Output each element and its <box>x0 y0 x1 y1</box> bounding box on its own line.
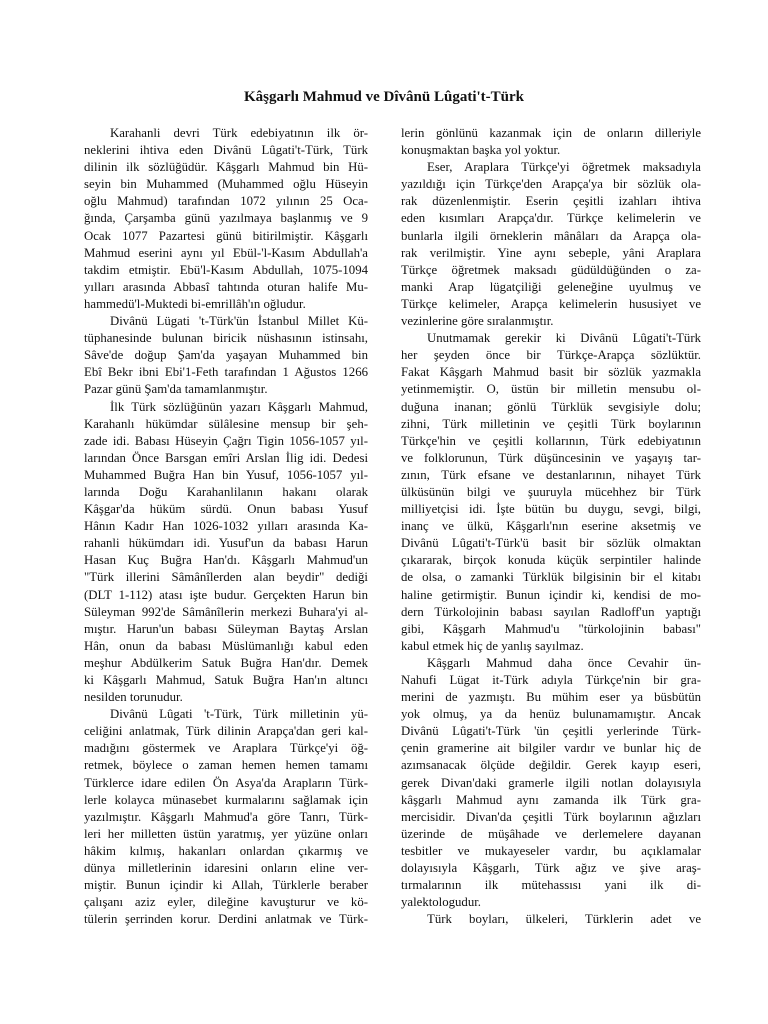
text-line: manki Arap lügatçiliği geleneğine uyulmuş ve <box>401 279 701 294</box>
text-line: zade idi. Babası Hüseyin Çağrı Tigin 1056-1057 yıl- <box>84 433 368 448</box>
text-line: tülerin şerrinden korur. Derdini anlatmak ve Türk- <box>84 912 368 927</box>
text-line: çıkararak, birçok konuda küçük serpintiler halinde <box>401 553 701 568</box>
text-line: azımsanacak ölçüde değildir. Gerek kayıp eseri, <box>401 758 701 773</box>
text-line: Hânın Kadır Han 1026-1032 yılları arasında Ka- <box>84 519 368 534</box>
text-line: dolayısıyla Kâşgarlı, Türk ağız ve şive araş- <box>401 861 701 876</box>
text-line: takdim etmiştir. Ebü'l-Kasım Abdullah, 1075-1094 <box>84 262 368 277</box>
text-line: Muhammed Buğra Han bin Yusuf, 1056-1057 yıl- <box>84 467 368 482</box>
text-line: vezinlerine göre sıralanmıştır. <box>401 314 554 329</box>
text-line: Türkçe kelimeler, Arapça kelimelerin hususiyet ve <box>401 296 701 311</box>
text-line: Hân, onun da babası Müslümanlığı kabul eden <box>84 638 368 653</box>
text-line: çalışanı aziz eyler, dileğine kavuşturur ve kö- <box>84 895 368 910</box>
text-line: Divânü Lûgati't-Türk'ü basit bir sözlük olmaktan <box>401 536 701 551</box>
text-line: Divânü Lûgati't-Türk 'ün çeşitli yerlerinde Türk- <box>401 724 701 739</box>
text-line: seyin bin Muhammed (Muhammed oğlu Hüseyin <box>84 177 368 192</box>
text-line: Ocak 1077 Pazartesi günü bitirilmiştir. Kâşgarlı <box>84 228 368 243</box>
text-line: yazılmıştır. Kâşgarlı Mahmud'a göre Tanrı, Türk- <box>84 809 368 824</box>
text-line: Kâşgar'da hüküm sürdü. Onun babası Yusuf <box>84 502 368 517</box>
text-line: retmek, böylece o zaman hemen hemen tamamı <box>84 758 368 773</box>
text-line: mercisidir. Divan'da çeşitli Türk boylarının ağızları <box>401 809 701 824</box>
text-line: çenin gramerine ait bilgiler vardır ve bunlar hiç de <box>401 741 701 756</box>
text-line: yalektologudur. <box>401 895 481 910</box>
text-line: Türk boyları, ülkeleri, Türklerin adet ve <box>427 912 701 927</box>
text-line: yok olmuş, ya da henüz bulunamamıştır. Ancak <box>401 707 701 722</box>
text-line: Hasan Kuç Buğra Han'dı. Kâşgarlı Mahmud'un <box>84 553 368 568</box>
text-line: nesilden torunudur. <box>84 690 183 705</box>
text-line: yetinmemiştir. O, üstün bir milletin mensubu ol- <box>401 382 701 397</box>
text-line: merini de yazmıştı. Bu mühim eser ya büsbütün <box>401 690 701 705</box>
text-line: tüphanesinde bulunan biricik nüshasının istinsahı, <box>84 331 368 346</box>
text-line: Karahanlı hükümdar sülâlesine mensup bir şeh- <box>84 416 368 431</box>
text-line: Süleyman 992'de Sâmânîlerin merkezi Buhara'yi al- <box>84 604 368 619</box>
text-line: Pazar günü Şam'da tamamlanmıştır. <box>84 382 268 397</box>
text-line: dünya milletlerinin idaresini onların eline ver- <box>84 861 368 876</box>
text-line: Nahufi Lügat it-Türk adıyla Türkçe'nin bir gra- <box>401 673 701 687</box>
text-line: dilinin ilk sözlüğüdür. Kâşgarlı Mahmud bin Hü- <box>84 160 368 175</box>
text-line: Divânü Lûgati 't-Türk, Türk milletinin yü- <box>110 707 368 722</box>
text-line: mıştır. Harun'un babası Süleyman Baytaş Arslan <box>84 621 368 636</box>
text-line: Unutmamak gerekir ki Divânü Lûgati't-Türk <box>427 331 701 346</box>
text-line: zının, Türk efsane ve destanlarının, nihayet Türk <box>401 467 701 482</box>
text-line: Ebî Bekr ibni Ebi'1-Feth tarafından 1 Ağustos 1266 <box>84 365 368 380</box>
text-line: İlk Türk sözlüğünün yazarı Kâşgarlı Mahmud, <box>110 399 368 414</box>
text-line: tesbitler ve mukayeseler vardır, bu açıklamalar <box>401 843 701 858</box>
text-line: leri her milletten üstün yaratmış, yer yüzüne onları <box>84 826 368 841</box>
text-line: duğuna inanan; gönlü Türklük sevgisiyle dolu; <box>401 399 701 414</box>
text-line: Türkçe'hin ve çeşitli kollarının, Türk edebiyatının <box>401 433 701 448</box>
text-line: ve folklorunun, Türk düşüncesinin ve yaşayış tar- <box>401 450 701 465</box>
text-line: Kâşgarlı Mahmud daha önce Cevahir ün- <box>427 655 701 670</box>
text-line: miştir. Bunun içindir ki Allah, Türklerle beraber <box>84 878 368 893</box>
text-line: Fakat Kâşgarh Mahmud basit bir sözlük yazmakla <box>401 365 701 380</box>
text-line: dern Türkolojinin babası sayılan Radloff'un yaptığı <box>401 604 701 619</box>
text-line: celiğini anlatmak, Türk dilinin Arapça'dan geri kal- <box>84 724 368 739</box>
text-line: konuşmaktan başka yol yoktur. <box>401 143 561 158</box>
text-line: üzerinde de müşâhade ve derlemelere dayanan <box>401 826 701 841</box>
text-line: madığını göstermek ve Araplara Türkçe'yi öğ- <box>84 741 368 756</box>
text-line: inanç ve ülkü, Kâşgarlı'nın eserine aksetmiş ve <box>401 519 701 534</box>
right-text-column <box>401 125 701 928</box>
text-line: ülküsünün bilgi ve şuuruyla mücehhez bir Türk <box>401 484 701 499</box>
text-line: Karahanli devri Türk edebiyatının ilk ör- <box>110 126 368 140</box>
text-line: eden kısımları Arapça'dır. Türkçe kelimelerin ve <box>401 211 701 226</box>
text-line: rak verilmiştir. Yine aynı sebeple, yâni Araplara <box>401 245 701 260</box>
text-line: kabul etmek hiç de yanlış sayılmaz. <box>401 638 584 653</box>
left-text-column <box>84 125 368 928</box>
text-line: Mahmud eserini aynı yıl Ebül-'l-Kasım Abdullah'a <box>84 245 368 260</box>
text-line: neklerini ihtiva eden Divânü Lûgati't-Türk, Türk <box>84 143 368 158</box>
text-line: Türklerce idare edilen Ön Asya'da Arapların Türk- <box>84 775 368 790</box>
text-line: gibi, Kâşgarh Mahmud'u "türkolojinin babası" <box>401 621 701 636</box>
text-line: meşhur Abdülkerim Satuk Buğra Han'dır. Demek <box>84 655 368 670</box>
text-line: larında Doğu Karahanlilanın hakanı olarak <box>84 484 368 499</box>
text-line: kâşgarlı Mahmud aynı zamanda ilk Türk gra- <box>401 792 701 807</box>
text-line: bunlarla ilgili örneklerin mânâları da Arapça ola- <box>401 228 701 243</box>
text-line: ğında, Çarşamba günü yazılmaya başlanmış ve 9 <box>84 211 368 226</box>
text-line: oğlu Mahmud) tarafından 1072 yılının 25 Oca- <box>84 194 368 209</box>
text-line: lerin gönlünü kazanmak için de onların dilleriyle <box>401 126 701 140</box>
text-line: Sâve'de doğup Şam'da yaşayan Muhammed bin <box>84 348 368 363</box>
text-line: Divânü Lügati 't-Türk'ün İstanbul Millet Kü- <box>110 314 368 329</box>
text-line: larından Önce Barsgan emîri Arslan İlig idi. Dedesi <box>84 450 368 465</box>
text-line: (DLT 1-112) atası işte budur. Gerçekten Harun bin <box>84 587 368 602</box>
text-line: ki Kâşgarlı Mahmud, Satuk Buğra Han'ın altıncı <box>84 673 368 687</box>
text-line: lerle kolayca münasebet kurmalarını sağlamak için <box>84 792 368 807</box>
text-line: yazıldığı için Türkçe'den Arapça'ya bir sözlük ola- <box>401 177 701 192</box>
text-line: milliyetçisi idi. İşte bütün bu duygu, sevgi, bilgi, <box>401 502 701 517</box>
text-line: gerek Divan'daki gramerle ilgili notlan dolayısıyla <box>401 775 701 790</box>
text-line: Eser, Araplara Türkçe'yi öğretmek maksadıyla <box>427 160 701 175</box>
text-line: rak düzenlenmiştir. Eserin çeşitli izahları ihtiva <box>401 194 701 209</box>
document-title: Kâşgarlı Mahmud ve Dîvânü Lûgati't-Türk <box>243 89 525 105</box>
text-line: tırmalarının ilk mütehassısı yani ilk di- <box>401 878 701 893</box>
text-line: hammedü'l-Muktedi bi-emrillâh'ın oğludur. <box>84 296 306 311</box>
text-line: Türkçe öğretmek maksadı güdüldüğünden o za- <box>401 262 701 277</box>
text-line: rahanli hükümdarı idi. Yusuf'un da babası Harun <box>84 536 368 551</box>
text-line: zihni, Türk milletinin ve çeşitli Türk boylarının <box>401 416 701 431</box>
text-line: "Türk illerini Sâmânîlerden alan beydir" dediği <box>84 570 368 585</box>
text-line: de olsa, o zamanki Türklük bilgisinin bir el kitabı <box>401 570 701 585</box>
text-line: her şeyden önce bir Türkçe-Arapça sözlüktür. <box>401 348 701 363</box>
text-line: yılları arasında Abbasî tahtında oturan halife Mu- <box>84 279 368 294</box>
text-line: haline getirmiştir. Bunun içindir ki, kendisi de mo- <box>401 587 701 602</box>
text-line: hâkim kılmış, hakanları onlardan çıkarmış ve <box>84 843 368 858</box>
